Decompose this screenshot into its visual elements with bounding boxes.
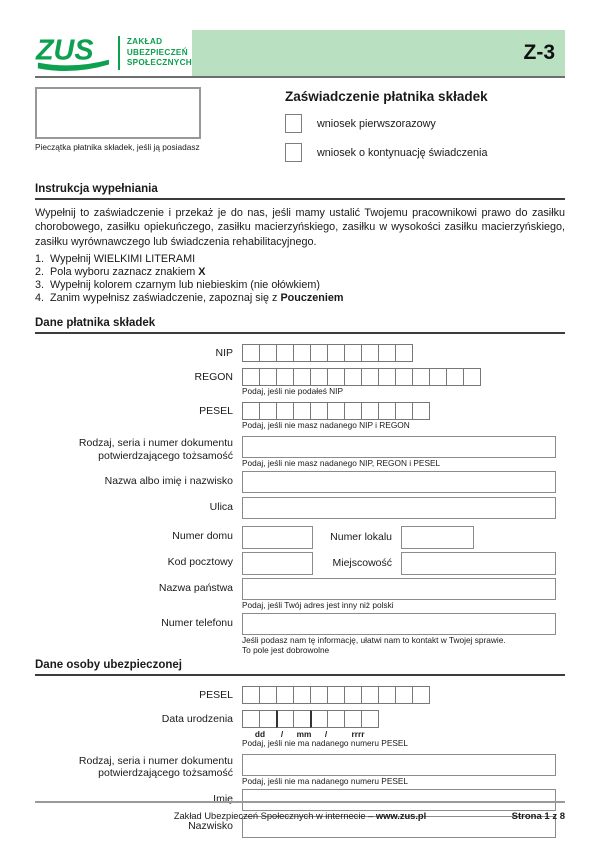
field-label-payer-name: Nazwa albo imię i nazwisko — [104, 474, 233, 487]
svg-text:ZUS: ZUS — [35, 34, 94, 67]
insured-document-hint: Podaj, jeśli nie ma nadanego numeru PESEL — [242, 775, 409, 786]
payer-name-input[interactable] — [242, 471, 556, 493]
footer-website: Zakład Ubezpieczeń Społecznych w internecie – www.zus.pl — [173, 811, 427, 821]
city-input[interactable] — [401, 552, 556, 575]
digit-cell[interactable] — [327, 710, 345, 728]
nip-cells — [242, 344, 565, 362]
row-phone — [35, 613, 565, 655]
field-label-insured-pesel: PESEL — [199, 689, 233, 702]
digit-cell[interactable] — [259, 686, 277, 704]
digit-cell[interactable] — [242, 368, 260, 386]
phone-input[interactable] — [242, 613, 556, 635]
instruction-item: 2. Pola wyboru zaznacz znakiem X — [35, 266, 206, 279]
header — [35, 30, 565, 78]
instructions-list — [35, 253, 565, 305]
insured-document-input[interactable] — [242, 754, 556, 776]
field-label-last-name: Nazwisko — [188, 820, 233, 833]
row-country — [35, 578, 565, 611]
digit-cell[interactable] — [344, 402, 362, 420]
row-postal-city — [35, 552, 565, 575]
digit-cell[interactable] — [276, 402, 294, 420]
footer — [35, 801, 565, 822]
digit-cell[interactable] — [293, 368, 311, 386]
form-code: Z-3 — [523, 41, 555, 64]
checkbox-label-continuation: wniosek o kontynuację świadczenia — [317, 146, 488, 159]
digit-cell[interactable] — [429, 368, 447, 386]
row-regon — [35, 368, 565, 397]
field-label-nip: NIP — [215, 347, 233, 360]
stamp-caption: Pieczątka płatnika składek, jeśli ją posiadasz — [35, 142, 200, 152]
digit-cell[interactable] — [378, 686, 396, 704]
field-label-birth-date: Data urodzenia — [161, 713, 233, 726]
digit-cell[interactable] — [242, 686, 260, 704]
digit-cell[interactable] — [259, 402, 277, 420]
instructions-heading: Instrukcja wypełniania — [35, 183, 565, 200]
instruction-item: 1. Wypełnij WIELKIMI LITERAMI — [35, 253, 196, 266]
row-payer-pesel — [35, 402, 565, 431]
digit-cell[interactable] — [344, 686, 362, 704]
field-label-payer-pesel: PESEL — [199, 404, 233, 417]
digit-cell[interactable] — [242, 710, 260, 728]
row-house-flat — [35, 526, 565, 549]
row-insured-pesel — [35, 686, 565, 704]
field-label-flat-number: Numer lokalu — [330, 530, 392, 543]
digit-cell[interactable] — [259, 710, 277, 728]
digit-cell[interactable] — [412, 402, 430, 420]
payer-document-hint: Podaj, jeśli nie masz nadanego NIP, REGON i PESEL — [242, 458, 441, 469]
form-title: Zaświadczenie płatnika składek — [285, 89, 488, 104]
page-number: Strona 1 z 8 — [511, 811, 565, 822]
phone-hint-line2: To pole jest dobrowolne — [242, 644, 330, 655]
zus-logo — [35, 30, 192, 76]
digit-cell[interactable] — [412, 686, 430, 704]
digit-cell[interactable] — [259, 368, 277, 386]
birth-date-cells — [242, 710, 565, 728]
instruction-item: 4. Zanim wypełnisz zaświadczenie, zapoznaj się z Pouczeniem — [35, 292, 344, 305]
form-code-bar — [192, 30, 565, 76]
field-label-house-number: Numer domu — [172, 529, 233, 542]
row-birth-date — [35, 710, 565, 749]
digit-cell[interactable] — [344, 710, 362, 728]
field-label-insured-document: Rodzaj, seria i numer dokumentu potwierdzającego tożsamość — [78, 754, 233, 780]
field-label-regon: REGON — [194, 371, 233, 384]
digit-cell[interactable] — [293, 344, 311, 362]
digit-cell[interactable] — [259, 344, 277, 362]
digit-cell[interactable] — [293, 402, 311, 420]
field-label-country: Nazwa państwa — [158, 581, 233, 594]
digit-cell[interactable] — [395, 368, 413, 386]
digit-cell[interactable] — [395, 402, 413, 420]
digit-cell[interactable] — [463, 368, 481, 386]
digit-cell[interactable] — [310, 710, 328, 728]
digit-cell[interactable] — [361, 344, 379, 362]
digit-cell[interactable] — [276, 368, 294, 386]
checkbox-label-first-application: wniosek pierwszorazowy — [317, 117, 436, 130]
stamp-box[interactable] — [35, 87, 201, 139]
insured-section-heading: Dane osoby ubezpieczonej — [35, 659, 565, 676]
digit-cell[interactable] — [276, 710, 294, 728]
checkbox-continuation[interactable] — [285, 143, 302, 162]
field-label-phone: Numer telefonu — [161, 617, 233, 630]
digit-cell[interactable] — [327, 686, 345, 704]
org-name: ZAKŁAD UBEZPIECZEŃ SPOŁECZNYCH — [126, 37, 192, 68]
digit-cell[interactable] — [395, 344, 413, 362]
field-label-street: Ulica — [209, 500, 233, 513]
digit-cell[interactable] — [276, 686, 294, 704]
digit-cell[interactable] — [310, 686, 328, 704]
field-label-first-name: Imię — [213, 793, 233, 806]
digit-cell[interactable] — [242, 344, 260, 362]
digit-cell[interactable] — [310, 402, 328, 420]
digit-cell[interactable] — [378, 402, 396, 420]
postal-code-input[interactable] — [242, 552, 313, 575]
phone-hint-line1: Jeśli podasz nam tę informację, ułatwi nam to kontakt w Twojej sprawie. — [242, 635, 506, 646]
payer-document-input[interactable] — [242, 436, 556, 458]
digit-cell[interactable] — [293, 686, 311, 704]
field-label-payer-document: Rodzaj, seria i numer dokumentu potwierdzającego tożsamość — [78, 437, 233, 462]
zus-logo-icon — [35, 33, 112, 73]
digit-cell[interactable] — [412, 368, 430, 386]
digit-cell[interactable] — [361, 686, 379, 704]
digit-cell[interactable] — [361, 402, 379, 420]
row-street — [35, 497, 565, 519]
field-label-postal-code: Kod pocztowy — [167, 555, 233, 568]
digit-cell[interactable] — [446, 368, 464, 386]
payer-pesel-cells — [242, 402, 565, 420]
instructions-paragraph: Wypełnij to zaświadczenie i przekaż je do nas, jeśli mamy ustalić Twojemu pracownikowi prawo do zasiłku chorobowego, zasiłku opiekuńczego, zasiłku macierzyńskiego, zasiłku w wysokości zasiłku macierzyńskiego, zasiłku wyrównawczego lub świadczenia rehabilitacyjnego. — [35, 207, 565, 248]
birth-date-hint: Podaj, jeśli nie ma nadanego numeru PESEL — [242, 738, 409, 749]
instruction-item: 3. Wypełnij kolorem czarnym lub niebieskim (nie ołówkiem) — [35, 279, 320, 292]
digit-cell[interactable] — [344, 368, 362, 386]
digit-cell[interactable] — [327, 368, 345, 386]
digit-cell[interactable] — [327, 344, 345, 362]
digit-cell[interactable] — [395, 686, 413, 704]
payer-section-heading: Dane płatnika składek — [35, 317, 565, 334]
insured-pesel-cells — [242, 686, 565, 704]
regon-cells — [242, 368, 565, 386]
regon-hint: Podaj, jeśli nie podałeś NIP — [242, 386, 344, 397]
digit-cell[interactable] — [361, 368, 379, 386]
checkbox-first-application[interactable] — [285, 114, 302, 133]
logo-divider — [118, 36, 120, 70]
country-input[interactable] — [242, 578, 556, 600]
field-label-city: Miejscowość — [332, 556, 392, 569]
house-number-input[interactable] — [242, 526, 313, 549]
street-input[interactable] — [242, 497, 556, 519]
digit-cell[interactable] — [378, 368, 396, 386]
digit-cell[interactable] — [378, 344, 396, 362]
row-insured-document — [35, 754, 565, 787]
payer-pesel-hint: Podaj, jeśli nie masz nadanego NIP i REGON — [242, 419, 410, 430]
row-payer-name — [35, 471, 565, 493]
digit-cell[interactable] — [276, 344, 294, 362]
stamp-title-row — [35, 87, 565, 172]
digit-cell[interactable] — [310, 344, 328, 362]
flat-number-input[interactable] — [401, 526, 474, 549]
row-nip — [35, 344, 565, 362]
digit-cell[interactable] — [361, 710, 379, 728]
date-format-labels: dd / mm / rrrr — [254, 729, 365, 740]
digit-cell[interactable] — [344, 344, 362, 362]
row-payer-document — [35, 436, 565, 469]
country-hint: Podaj, jeśli Twój adres jest inny niż polski — [242, 599, 394, 610]
digit-cell[interactable] — [242, 402, 260, 420]
digit-cell[interactable] — [293, 710, 311, 728]
digit-cell[interactable] — [310, 368, 328, 386]
digit-cell[interactable] — [327, 402, 345, 420]
